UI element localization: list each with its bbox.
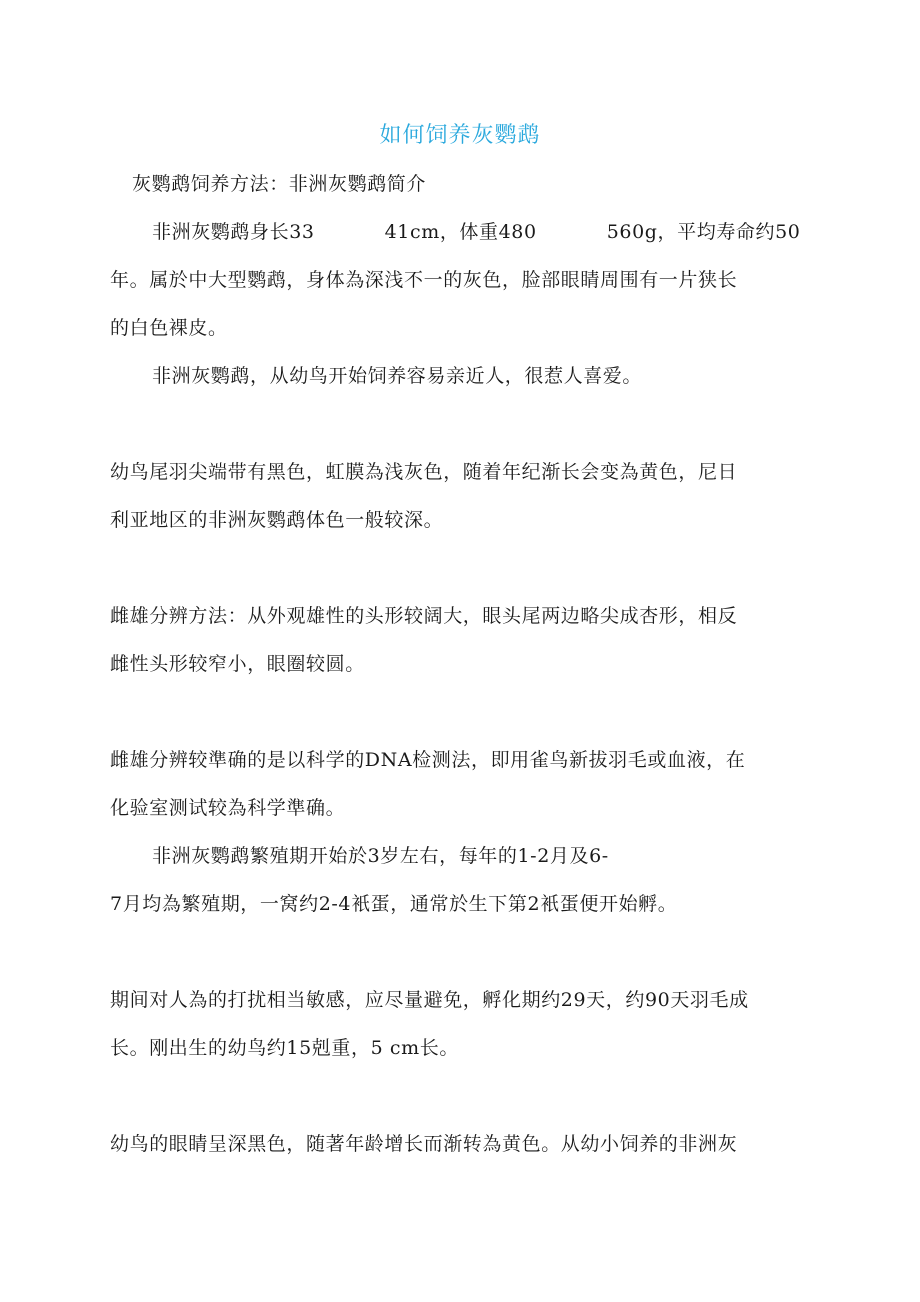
para6-line1: 非洲灰鹦鹉繁殖期开始於3岁左右，每年的1-2月及6-	[152, 845, 609, 867]
para1-line3: 的白色裸皮。	[110, 317, 228, 339]
para1-body-weight: 41cm，体重480	[384, 221, 537, 243]
para2-line1: 非洲灰鹦鹉，从幼鸟开始饲养容易亲近人，很惹人喜爱。	[152, 365, 643, 387]
para7-line1: 期间对人為的打扰相当敏感，应尽量避免，孵化期约29天，约90天羽毛成	[110, 989, 749, 1011]
para6-line2: 7月均為繁殖期，一窝约2-4衹蛋，通常於生下第2衹蛋便开始孵。	[110, 893, 678, 915]
para1-body-length: 非洲灰鹦鹉身长33	[152, 221, 315, 243]
para3-line1: 幼鸟尾羽尖端带有黑色，虹膜為浅灰色，随着年纪渐长会变為黄色，尼日	[110, 461, 738, 483]
document-title: 如何饲养灰鹦鹉	[379, 123, 541, 148]
para4-line2: 雌性头形较窄小，眼圈较圆。	[110, 653, 365, 675]
para1-line1	[152, 220, 801, 244]
para5-line1: 雌雄分辨较準确的是以科学的DNA检测法，即用雀鸟新拔羽毛或血液，在	[110, 749, 746, 771]
para3-line2: 利亚地区的非洲灰鹦鹉体色一般较深。	[110, 509, 444, 531]
para7-line2: 长。刚出生的幼鸟约15剋重，5 cm长。	[110, 1037, 459, 1059]
para1-line2: 年。属於中大型鹦鹉，身体為深浅不一的灰色，脸部眼睛周围有一片狭长	[110, 269, 738, 291]
para5-line2: 化验室测试较為科学準确。	[110, 797, 346, 819]
para8-line1: 幼鸟的眼睛呈深黑色，随著年龄增长而渐转為黄色。从幼小饲养的非洲灰	[110, 1133, 738, 1155]
para4-line1: 雌雄分辨方法：从外观雄性的头形较阔大，眼头尾两边略尖成杏形，相反	[110, 605, 738, 627]
para1-lifespan: 560g，平均寿命约50	[606, 221, 801, 243]
document-subtitle: 灰鹦鹉饲养方法：非洲灰鹦鹉简介	[132, 173, 427, 195]
